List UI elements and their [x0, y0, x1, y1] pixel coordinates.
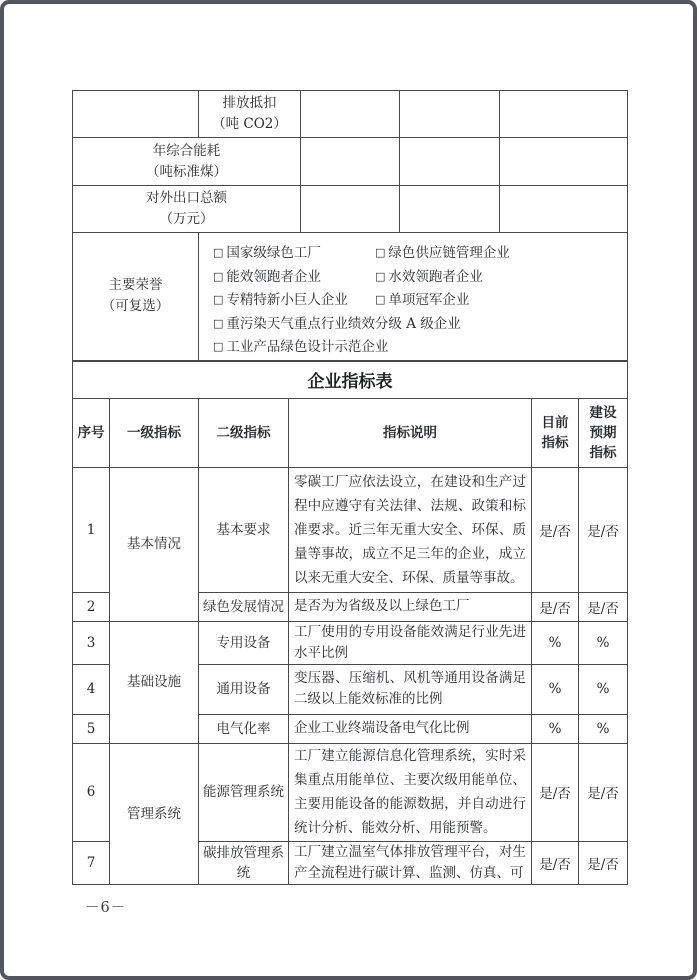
table-row — [73, 91, 628, 138]
description-text: 工厂建立温室气体排放管理平台，对生产全流程进行碳计算、监测、仿真、可 — [294, 843, 526, 881]
level2-cell: 通用设备 — [199, 664, 289, 714]
page-number: －6－ — [85, 900, 127, 916]
table-row — [73, 233, 628, 361]
blank-input-cell[interactable] — [400, 186, 500, 233]
level2-cell: 专用设备 — [199, 621, 289, 664]
level2-cell: 电气化率 — [199, 714, 289, 743]
serial-cell: 6 — [73, 743, 110, 841]
checkbox-icon[interactable]: □ — [213, 340, 224, 353]
current-value-cell[interactable]: 是/否 — [532, 592, 579, 621]
description-cell — [289, 467, 532, 592]
indicator-table-title: 企业指标表 — [73, 361, 628, 398]
description-cell — [289, 664, 532, 714]
honors-line — [213, 313, 623, 337]
honor-option — [375, 242, 510, 266]
honor-option — [213, 266, 375, 290]
table-row — [73, 361, 628, 398]
description-text: 是否为为省级及以上绿色工厂 — [294, 598, 470, 614]
honor-option — [213, 289, 375, 313]
table-row — [73, 186, 628, 233]
blank-input-cell[interactable] — [400, 138, 500, 186]
label-line: 对外出口总额 — [146, 190, 227, 206]
honor-option-label: 水效领跑者企业 — [388, 268, 483, 285]
expected-value-cell[interactable]: % — [579, 664, 628, 714]
header-expected-label: 建设预期指标 — [589, 404, 617, 461]
honors-line — [213, 266, 623, 290]
header-level2: 二级指标 — [199, 398, 289, 467]
label-line: 年综合能耗 — [152, 142, 221, 159]
table-row — [73, 743, 628, 841]
honor-option — [375, 289, 469, 313]
current-value-cell[interactable]: 是/否 — [532, 743, 579, 841]
expected-value-cell[interactable]: 是/否 — [579, 743, 628, 841]
current-value-cell[interactable]: % — [532, 664, 579, 714]
label-line: （吨 CO2） — [212, 116, 287, 132]
honors-options-cell — [199, 233, 628, 361]
blank-input-cell[interactable] — [500, 186, 628, 233]
honor-option-label: 单项冠军企业 — [388, 292, 470, 308]
level2-cell: 能源管理系统 — [199, 743, 289, 841]
blank-input-cell[interactable] — [400, 91, 500, 138]
honor-option-label: 绿色供应链管理企业 — [388, 245, 510, 261]
honor-option — [213, 313, 461, 337]
label-line: （万元） — [159, 211, 214, 227]
honors-label — [73, 233, 199, 361]
current-value-cell[interactable]: % — [532, 714, 579, 743]
annual-energy-label — [73, 138, 301, 186]
description-cell — [289, 714, 532, 743]
checkbox-icon[interactable]: □ — [375, 269, 386, 283]
serial-cell: 5 — [73, 714, 110, 743]
blank-input-cell[interactable] — [500, 91, 628, 138]
blank-input-cell[interactable] — [301, 91, 400, 138]
honor-option-label: 工业产品绿色设计示范企业 — [226, 339, 389, 355]
level2-cell: 碳排放管理系统 — [199, 841, 289, 884]
honor-option-label: 能效领跑者企业 — [226, 268, 321, 285]
label-line: 主要荣誉 — [108, 277, 163, 294]
description-text: 工厂建立能源信息化管理系统，实时采集重点用能单位、主要次级用能单位、主要用能设备的能源数据，并自动进行统计分析、能效分析、用能预警。 — [294, 748, 526, 836]
header-current-label: 目前指标 — [541, 414, 569, 451]
blank-input-cell[interactable] — [301, 186, 400, 233]
header-level1: 一级指标 — [110, 398, 199, 467]
description-cell — [289, 592, 532, 621]
label-line: （可复选） — [101, 298, 170, 315]
expected-value-cell[interactable]: % — [579, 714, 628, 743]
blank-input-cell[interactable] — [301, 138, 400, 186]
header-description: 指标说明 — [289, 398, 532, 467]
description-cell — [289, 841, 532, 884]
honors-line — [213, 242, 623, 266]
header-row — [73, 398, 628, 467]
level2-cell: 绿色发展情况 — [199, 592, 289, 621]
description-text: 零碳工厂应依法设立，在建设和生产过程中应遵守有关法律、法规、政策和标准要求。近三年无重大安全、环保、质量等事故，成立不足三年的企业，成立以来无重大安全、环保、质量等事故。 — [294, 473, 526, 586]
description-cell — [289, 743, 532, 841]
level1-cell: 管理系统 — [110, 743, 199, 884]
checkbox-icon[interactable]: □ — [213, 246, 224, 259]
serial-cell: 1 — [73, 467, 110, 592]
description-text: 变压器、压缩机、风机等通用设备满足二级以上能效标准的比例 — [294, 670, 526, 707]
checkbox-icon[interactable]: □ — [375, 246, 386, 259]
honor-option-label: 重污染天气重点行业绩效分级 A 级企业 — [226, 315, 461, 332]
expected-value-cell[interactable]: 是/否 — [579, 592, 628, 621]
checkbox-icon[interactable]: □ — [213, 293, 224, 306]
emission-offset-label — [199, 91, 301, 138]
level2-cell: 基本要求 — [199, 467, 289, 592]
honor-option — [213, 336, 388, 360]
honors-line — [213, 336, 623, 360]
header-serial: 序号 — [73, 398, 110, 467]
label-line: （吨标准煤） — [146, 163, 227, 180]
empty-label-cell — [73, 91, 199, 138]
form-tables — [72, 90, 628, 885]
honor-option-label: 专精特新小巨人企业 — [226, 292, 348, 308]
label-line: 排放抵扣 — [222, 95, 277, 111]
honor-option — [213, 242, 375, 266]
indicator-table — [72, 361, 628, 885]
table-row — [73, 621, 628, 664]
current-value-cell[interactable]: % — [532, 621, 579, 664]
current-value-cell[interactable]: 是/否 — [532, 841, 579, 884]
blank-input-cell[interactable] — [500, 138, 628, 186]
table-row — [73, 138, 628, 186]
serial-cell: 3 — [73, 621, 110, 664]
checkbox-icon[interactable]: □ — [375, 293, 386, 306]
level1-cell: 基础设施 — [110, 621, 199, 743]
level1-cell: 基本情况 — [110, 467, 199, 621]
serial-cell: 4 — [73, 664, 110, 714]
description-cell — [289, 621, 532, 664]
honor-option-label: 国家级绿色工厂 — [226, 245, 321, 261]
checkbox-icon[interactable]: □ — [213, 316, 224, 330]
honor-option — [375, 266, 483, 290]
serial-cell: 7 — [73, 841, 110, 884]
export-total-label — [73, 186, 301, 233]
expected-value-cell[interactable]: 是/否 — [579, 841, 628, 884]
serial-cell: 2 — [73, 592, 110, 621]
description-text: 工厂使用的专用设备能效满足行业先进水平比例 — [294, 623, 526, 661]
table-row — [73, 467, 628, 592]
current-value-cell[interactable]: 是/否 — [532, 467, 579, 592]
company-info-table — [72, 90, 628, 361]
checkbox-icon[interactable]: □ — [213, 269, 224, 283]
description-text: 企业工业终端设备电气化比例 — [294, 720, 470, 736]
header-current — [532, 398, 579, 467]
expected-value-cell[interactable]: 是/否 — [579, 467, 628, 592]
expected-value-cell[interactable]: % — [579, 621, 628, 664]
header-expected — [579, 398, 628, 467]
honors-line — [213, 289, 623, 313]
